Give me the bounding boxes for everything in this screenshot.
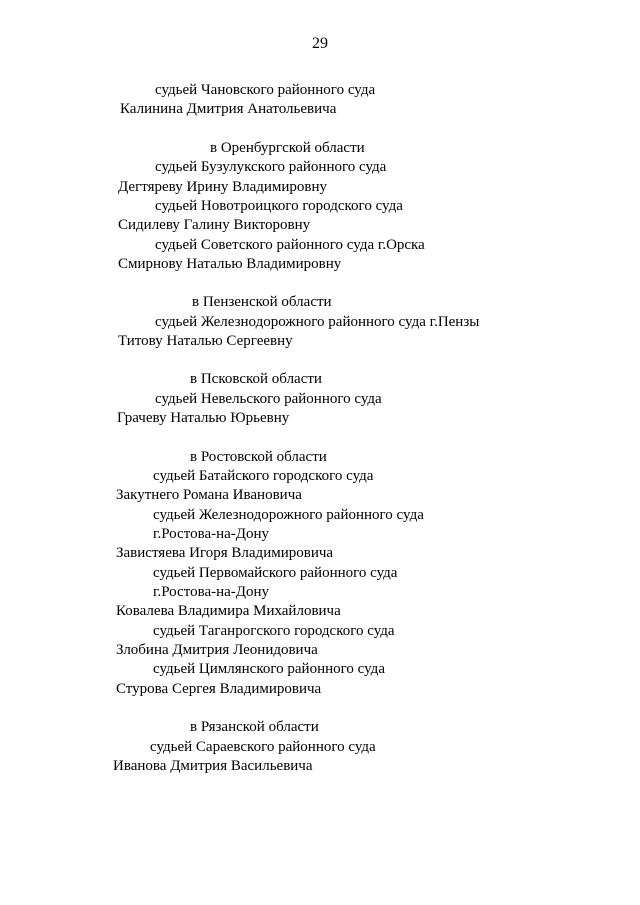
region-heading: в Псковской области: [190, 371, 322, 387]
page-number: 29: [312, 35, 328, 52]
judge-name: Титову Наталью Сергеевну: [118, 333, 293, 349]
judge-name: Грачеву Наталью Юрьевну: [117, 410, 290, 426]
region-heading: в Ростовской области: [190, 449, 327, 465]
appointment-line: судьей Сараевского районного суда: [150, 739, 376, 755]
judge-name: Злобина Дмитрия Леонидовича: [116, 642, 318, 658]
judge-name: Дегтяреву Ирину Владимировну: [118, 179, 328, 195]
appointment-line: судьей Советского районного суда г.Орска: [155, 237, 425, 253]
appointment-line: судьей Невельского районного суда: [155, 391, 382, 407]
appointment-line: судьей Таганрогского городского суда: [153, 623, 395, 639]
appointment-line: г.Ростова-на-Дону: [153, 584, 270, 600]
appointment-line: судьей Железнодорожного районного суда: [153, 507, 424, 523]
judge-name: Закутнего Романа Ивановича: [116, 487, 302, 503]
region-heading: в Оренбургской области: [210, 140, 365, 156]
appointment-line: судьей Батайского городского суда: [153, 468, 374, 484]
appointment-line: судьей Первомайского районного суда: [153, 565, 398, 581]
appointment-line: г.Ростова-на-Дону: [153, 526, 270, 542]
judge-name: Ковалева Владимира Михайловича: [116, 603, 341, 619]
judge-name: Сидилеву Галину Викторовну: [118, 217, 311, 233]
appointment-line: судьей Бузулукского районного суда: [155, 159, 387, 175]
judge-name: Стурова Сергея Владимировича: [116, 681, 322, 697]
judge-name: Смирнову Наталью Владимировну: [118, 256, 342, 272]
judge-name: Иванова Дмитрия Васильевича: [113, 758, 313, 774]
region-heading: в Пензенской области: [192, 294, 332, 310]
appointment-line: судьей Железнодорожного районного суда г.Пензы: [155, 314, 480, 330]
appointment-line: судьей Цимлянского районного суда: [153, 661, 385, 677]
judge-name: Завистяева Игоря Владимировича: [116, 545, 334, 561]
judge-name: Калинина Дмитрия Анатольевича: [120, 101, 337, 117]
appointment-line: судьей Новотроицкого городского суда: [155, 198, 403, 214]
region-heading: в Рязанской области: [190, 719, 319, 735]
appointment-line: судьей Чановского районного суда: [155, 82, 376, 98]
